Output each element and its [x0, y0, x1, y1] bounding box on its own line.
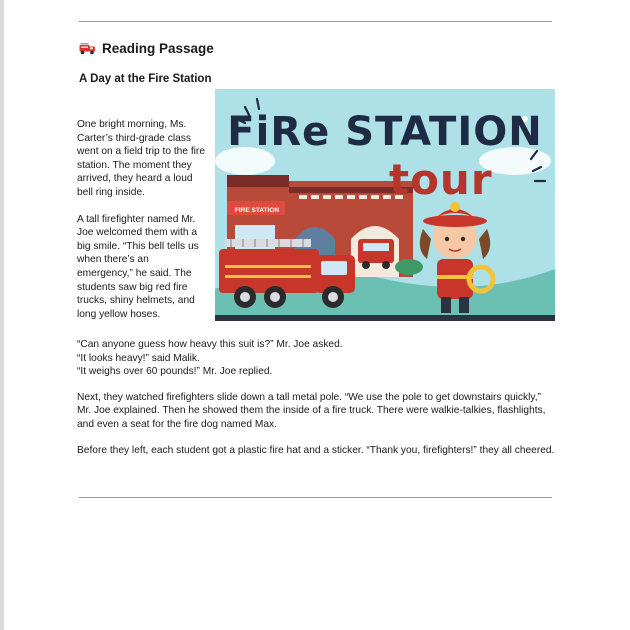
dialogue-line: “It weighs over 60 pounds!” Mr. Joe replied. [77, 366, 273, 378]
fire-truck-icon [79, 42, 96, 55]
dialogue-line: “It looks heavy!” said Malik. [77, 352, 200, 364]
story-title: A Day at the Fire Station [79, 73, 212, 85]
page-left-edge [0, 0, 4, 630]
section-heading-text: Reading Passage [102, 41, 214, 56]
bottom-divider [79, 497, 552, 498]
paragraph: One bright morning, Ms. Carter’s third-grade class went on a field trip to the fire station. The moment they arrived, they heard a loud bell ring inside. [77, 119, 205, 198]
fire-station-tour-illustration [215, 89, 555, 321]
dialogue-block [77, 338, 555, 379]
paragraph: Next, they watched firefighters slide down a tall metal pole. “We use the pole to get downstairs quickly,” Mr. Joe explained. Then he showed them the inside of a fire truck. There were walkie-talkies, flashlights, and even a seat for the fire dog named Max. [77, 391, 546, 430]
paragraph: A tall firefighter named Mr. Joe welcomed them with a big smile. “This bell tells us when there’s an emergency,” he said. The students saw big red fire trucks, shiny helmets, and long yellow hoses. [77, 213, 199, 320]
intro-text-column [77, 118, 207, 334]
top-divider [79, 21, 552, 22]
section-heading [79, 41, 214, 56]
illustration-title: FiRe STATION [227, 109, 543, 155]
illustration-subtitle: tour [389, 155, 493, 204]
station-sign: FIRE STATION [234, 207, 280, 214]
passage-continued [77, 338, 555, 469]
paragraph: Before they left, each student got a plastic fire hat and a sticker. “Thank you, firefighters!” they all cheered. [77, 444, 555, 456]
dialogue-line: “Can anyone guess how heavy this suit is?” Mr. Joe asked. [77, 339, 343, 350]
